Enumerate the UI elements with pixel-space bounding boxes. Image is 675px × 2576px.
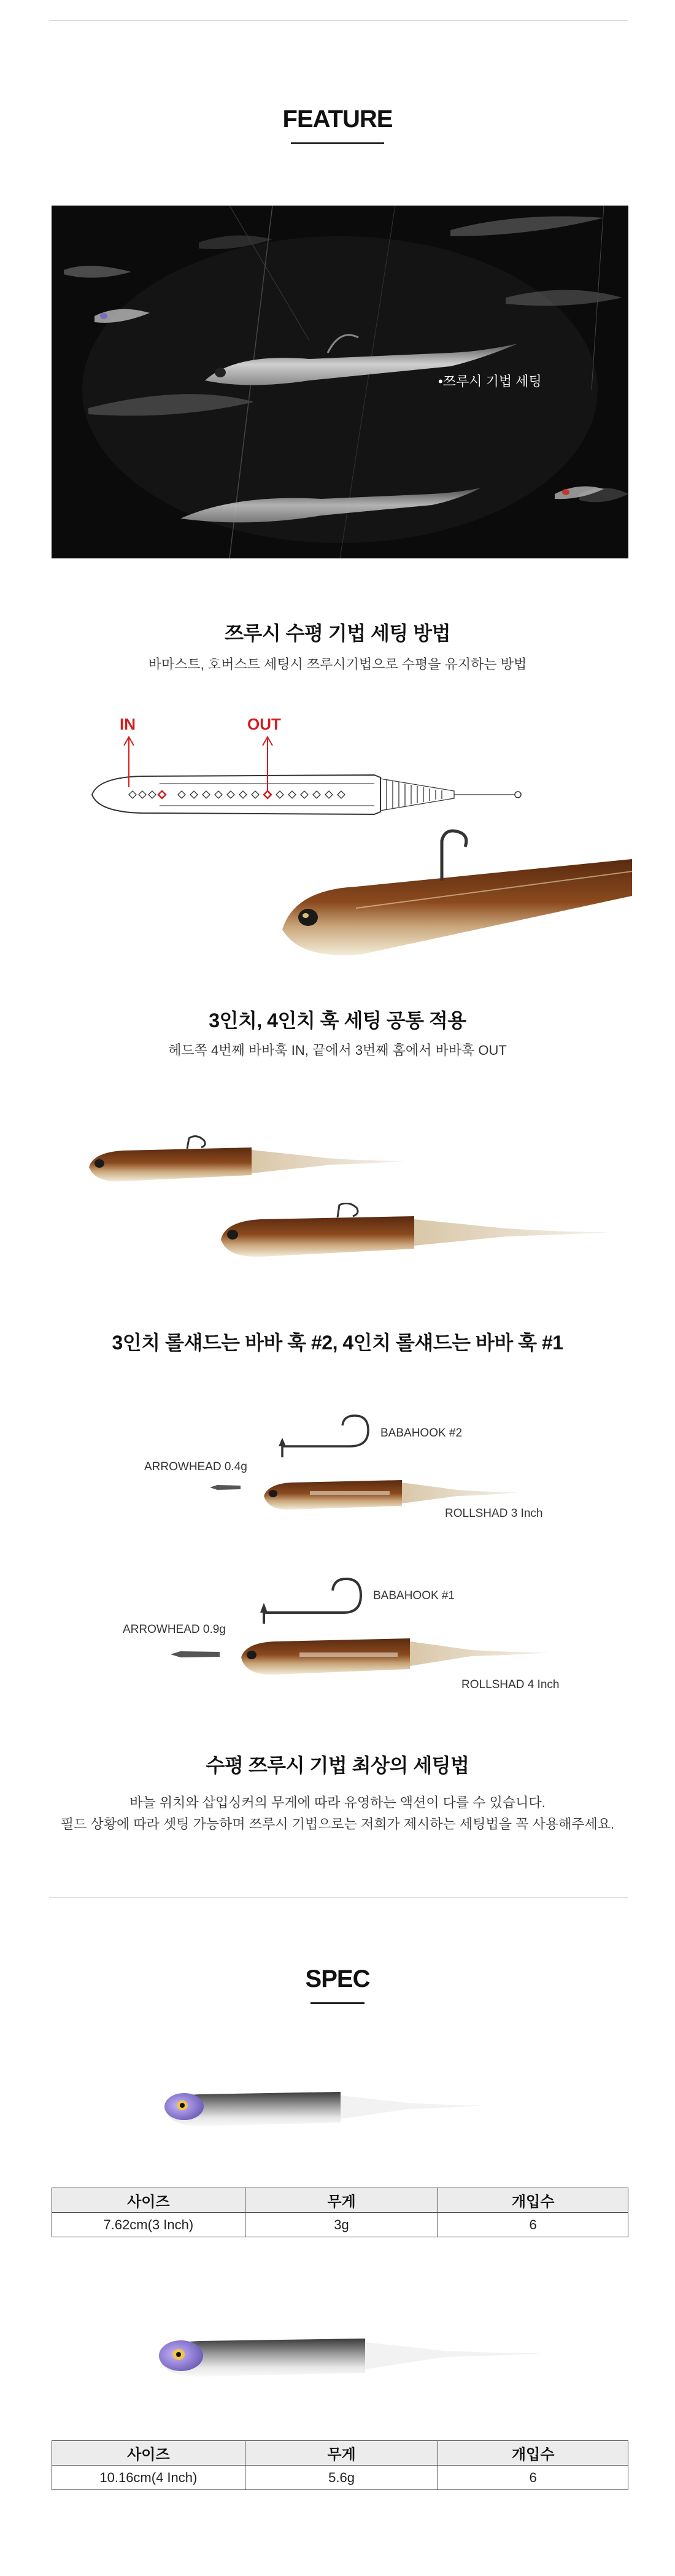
count-header: 개입수 bbox=[438, 2188, 628, 2213]
weight-cell: 3g bbox=[245, 2213, 438, 2237]
spec-lure-4inch bbox=[156, 2329, 549, 2384]
rollshad-4inch-lure bbox=[238, 1629, 557, 1681]
spec-title-underline bbox=[310, 2002, 364, 2004]
in-label: IN bbox=[120, 715, 136, 733]
count-header: 개입수 bbox=[438, 2441, 628, 2466]
size-header: 사이즈 bbox=[52, 2188, 245, 2213]
hooked-lure-3inch bbox=[86, 1135, 417, 1190]
lure-closeup bbox=[270, 822, 632, 976]
spec-divider bbox=[49, 1897, 628, 1898]
weight-header: 무게 bbox=[245, 2441, 438, 2466]
feature-photo bbox=[52, 206, 628, 558]
spec-lure-3inch bbox=[163, 2083, 488, 2132]
feature-title: FEATURE bbox=[282, 106, 393, 133]
hooked-lure-4inch bbox=[218, 1203, 623, 1264]
set1-head-label: ARROWHEAD 0.4g bbox=[144, 1460, 247, 1473]
top-divider bbox=[49, 20, 628, 21]
spec-table-header bbox=[52, 2441, 628, 2466]
common-title: 3인치, 4인치 훅 세팅 공통 적용 bbox=[209, 1009, 466, 1032]
table-row bbox=[52, 2466, 628, 2490]
spec-table-header bbox=[52, 2188, 628, 2213]
best-line-1: 바늘 위치와 삽입싱커의 무게에 따라 유영하는 액션이 다를 수 있습니다. bbox=[129, 1795, 546, 1810]
arrowhead-04-icon bbox=[210, 1484, 241, 1491]
count-cell: 6 bbox=[438, 2466, 628, 2490]
set1-lure-label: ROLLSHAD 3 Inch bbox=[445, 1507, 543, 1520]
table-row bbox=[52, 2213, 628, 2237]
set2-head-label: ARROWHEAD 0.9g bbox=[123, 1623, 226, 1636]
size-cell: 7.62cm(3 Inch) bbox=[52, 2213, 245, 2237]
in-out-diagram bbox=[86, 733, 540, 819]
size-header: 사이즈 bbox=[52, 2441, 245, 2466]
spec-table-3inch bbox=[52, 2188, 628, 2237]
weight-header: 무게 bbox=[245, 2188, 438, 2213]
set2-lure-label: ROLLSHAD 4 Inch bbox=[461, 1678, 560, 1691]
babahook-2-icon bbox=[276, 1414, 374, 1460]
method-subtitle: 바마스트, 호버스트 세팅시 쯔루시기법으로 수평을 유지하는 방법 bbox=[148, 657, 527, 672]
hooks-title: 3인치 롤섀드는 바바 훅 #2, 4인치 롤섀드는 바바 훅 #1 bbox=[112, 1332, 563, 1354]
photo-caption: •쯔루시 기법 세팅 bbox=[438, 374, 542, 389]
count-cell: 6 bbox=[438, 2213, 628, 2237]
feature-title-underline bbox=[291, 142, 384, 144]
method-title: 쯔루시 수평 기법 세팅 방법 bbox=[224, 622, 451, 644]
best-title: 수평 쯔루시 기법 최상의 세팅법 bbox=[206, 1754, 469, 1776]
out-label: OUT bbox=[247, 715, 281, 733]
babahook-1-icon bbox=[258, 1577, 365, 1626]
set1-hook-label: BABAHOOK #2 bbox=[380, 1427, 463, 1440]
feature-photo-lures bbox=[52, 206, 628, 558]
spec-table-4inch bbox=[52, 2440, 628, 2490]
spec-title: SPEC bbox=[305, 1965, 370, 1992]
common-desc: 헤드쪽 4번째 바바훅 IN, 끝에서 3번째 홈에서 바바훅 OUT bbox=[168, 1043, 507, 1058]
arrowhead-09-icon bbox=[171, 1650, 220, 1659]
size-cell: 10.16cm(4 Inch) bbox=[52, 2466, 245, 2490]
best-line-2: 필드 상황에 따라 셋팅 가능하며 쯔루시 기법으로는 저희가 제시하는 세팅법을 꼭 사용해주세요. bbox=[60, 1816, 615, 1832]
weight-cell: 5.6g bbox=[245, 2466, 438, 2490]
set2-hook-label: BABAHOOK #1 bbox=[373, 1589, 455, 1602]
